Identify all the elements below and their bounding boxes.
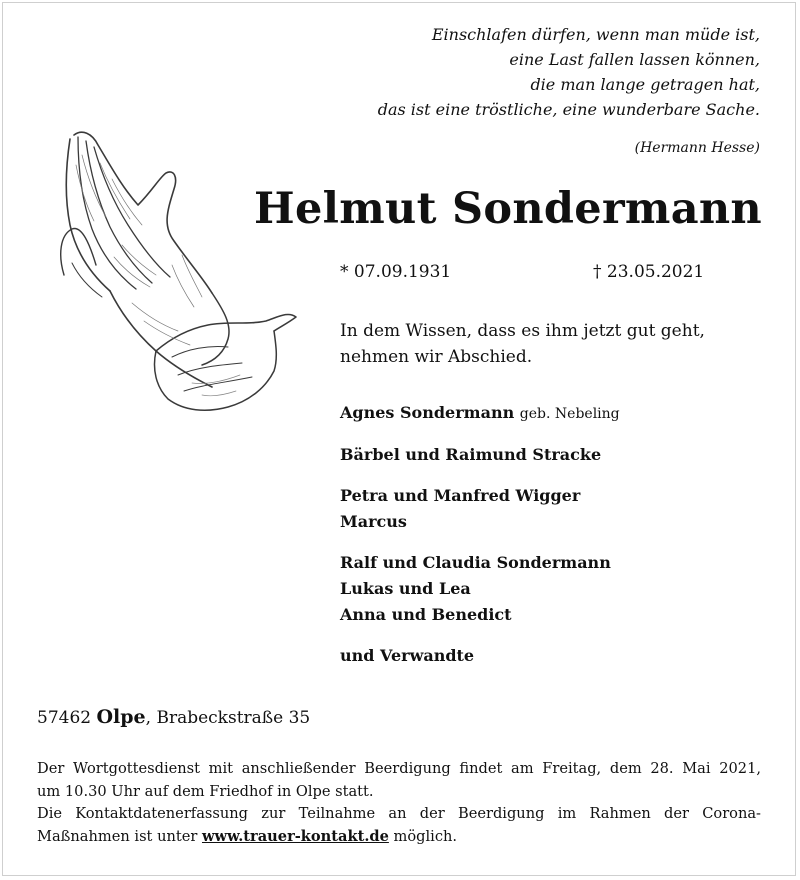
funeral-notice bbox=[37, 758, 761, 848]
poem-line: das ist eine tröstliche, eine wunderbare Sache. bbox=[377, 100, 760, 119]
mourner-line: Bärbel und Raimund Stracke bbox=[340, 445, 602, 464]
contact-prefix: Maßnahmen ist unter bbox=[37, 827, 202, 845]
praying-hands-illustration bbox=[52, 125, 307, 415]
mourning-address bbox=[37, 706, 310, 728]
address-zip: 57462 bbox=[37, 708, 92, 728]
mourner-line: und Verwandte bbox=[340, 646, 475, 665]
farewell-message bbox=[340, 318, 760, 370]
address-street: , Brabeckstraße 35 bbox=[145, 708, 311, 728]
mourner-name: Agnes Sondermann bbox=[340, 403, 515, 422]
poem-line: eine Last fallen lassen können, bbox=[509, 50, 760, 69]
maiden-name: geb. Nebeling bbox=[519, 406, 620, 422]
birth-date: * 07.09.1931 bbox=[340, 262, 452, 282]
contact-tracing-link[interactable]: www.trauer-kontakt.de bbox=[201, 827, 389, 845]
mourner-line: Lukas und Lea bbox=[340, 579, 471, 598]
death-date: † 23.05.2021 bbox=[593, 262, 705, 282]
contact-line: Die Kontaktdatenerfassung zur Teilnahme an der Beerdigung im Rahmen der Corona- bbox=[37, 805, 761, 822]
mourner-group bbox=[340, 400, 770, 427]
message-line: nehmen wir Abschied. bbox=[340, 347, 533, 367]
mourners-list bbox=[340, 400, 770, 684]
mourner-line: Marcus bbox=[340, 512, 407, 531]
mourner-group bbox=[340, 550, 770, 628]
contact-line bbox=[37, 826, 761, 849]
mourner-group bbox=[340, 483, 770, 535]
mourner-group bbox=[340, 442, 770, 468]
deceased-name: Helmut Sondermann bbox=[254, 184, 762, 234]
mourner-line: Anna und Benedict bbox=[340, 605, 512, 624]
mourner-group bbox=[340, 643, 770, 669]
poem-line: Einschlafen dürfen, wenn man müde ist, bbox=[431, 25, 760, 44]
service-line: um 10.30 Uhr auf dem Friedhof in Olpe statt. bbox=[37, 782, 374, 800]
mourner-line: Petra und Manfred Wigger bbox=[340, 486, 581, 505]
poem-author: (Hermann Hesse) bbox=[634, 140, 760, 156]
mourner-line bbox=[340, 400, 770, 427]
address-city: Olpe bbox=[96, 706, 146, 728]
contact-suffix: möglich. bbox=[388, 827, 458, 845]
message-line: In dem Wissen, dass es ihm jetzt gut geht, bbox=[340, 321, 705, 341]
service-line: Der Wortgottesdienst mit anschließender Beerdigung findet am Freitag, dem 28. Mai 2021, bbox=[37, 760, 761, 777]
poem-line: die man lange getragen hat, bbox=[530, 75, 760, 94]
mourner-line: Ralf und Claudia Sondermann bbox=[340, 553, 611, 572]
poem bbox=[300, 22, 760, 122]
